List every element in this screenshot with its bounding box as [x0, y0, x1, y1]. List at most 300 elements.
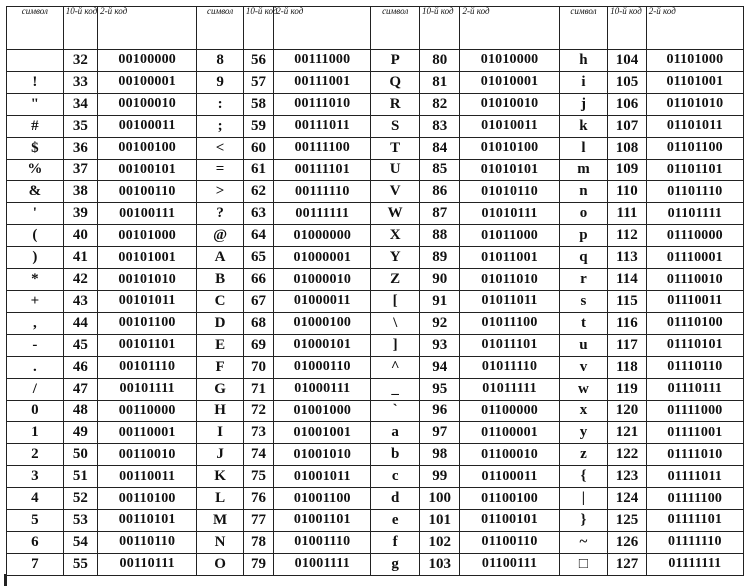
- symbol-cell: F: [197, 356, 244, 378]
- table-row: [7, 71, 744, 93]
- binary-cell: 00100001: [98, 71, 197, 93]
- table-row: [7, 422, 744, 444]
- symbol-cell: W: [371, 203, 420, 225]
- header-decimal: 10-й код: [608, 7, 646, 50]
- decimal-cell: 59: [243, 115, 273, 137]
- symbol-cell: l: [559, 137, 608, 159]
- table-row: [7, 553, 744, 575]
- symbol-cell: /: [7, 378, 64, 400]
- binary-cell: 01000001: [274, 247, 371, 269]
- decimal-cell: 114: [608, 269, 646, 291]
- symbol-cell: c: [371, 466, 420, 488]
- header-binary: 2-й код: [98, 7, 197, 50]
- binary-cell: 01111101: [646, 510, 743, 532]
- header-binary: 2-й код: [460, 7, 559, 50]
- symbol-cell: >: [197, 181, 244, 203]
- decimal-cell: 35: [63, 115, 97, 137]
- binary-cell: 00111011: [274, 115, 371, 137]
- binary-cell: 01001000: [274, 400, 371, 422]
- decimal-cell: 74: [243, 444, 273, 466]
- binary-cell: 01101101: [646, 159, 743, 181]
- symbol-cell: +: [7, 290, 64, 312]
- decimal-cell: 54: [63, 531, 97, 553]
- symbol-cell: d: [371, 488, 420, 510]
- binary-cell: 01011000: [460, 225, 559, 247]
- decimal-cell: 120: [608, 400, 646, 422]
- binary-cell: 01100111: [460, 553, 559, 575]
- decimal-cell: 41: [63, 247, 97, 269]
- symbol-cell: O: [197, 553, 244, 575]
- symbol-cell: ,: [7, 312, 64, 334]
- binary-cell: 01000011: [274, 290, 371, 312]
- symbol-cell: ': [7, 203, 64, 225]
- table-row: [7, 400, 744, 422]
- binary-cell: 01011011: [460, 290, 559, 312]
- decimal-cell: 69: [243, 334, 273, 356]
- table-row: [7, 531, 744, 553]
- symbol-cell: g: [371, 553, 420, 575]
- table-row: [7, 115, 744, 137]
- binary-cell: 01111010: [646, 444, 743, 466]
- decimal-cell: 33: [63, 71, 97, 93]
- header-binary: 2-й код: [274, 7, 371, 50]
- binary-cell: 01111111: [646, 553, 743, 575]
- ascii-code-table: [6, 6, 744, 576]
- symbol-cell: .: [7, 356, 64, 378]
- symbol-cell: =: [197, 159, 244, 181]
- decimal-cell: 72: [243, 400, 273, 422]
- binary-cell: 00110110: [98, 531, 197, 553]
- symbol-cell: q: [559, 247, 608, 269]
- table-row: [7, 50, 744, 72]
- binary-cell: 01001110: [274, 531, 371, 553]
- decimal-cell: 56: [243, 50, 273, 72]
- binary-cell: 01100010: [460, 444, 559, 466]
- symbol-cell: 3: [7, 466, 64, 488]
- symbol-cell: !: [7, 71, 64, 93]
- symbol-cell: &: [7, 181, 64, 203]
- binary-cell: 00100010: [98, 93, 197, 115]
- symbol-cell: 2: [7, 444, 64, 466]
- decimal-cell: 46: [63, 356, 97, 378]
- binary-cell: 01100110: [460, 531, 559, 553]
- decimal-cell: 105: [608, 71, 646, 93]
- table-row: [7, 247, 744, 269]
- binary-cell: 01100011: [460, 466, 559, 488]
- symbol-cell: 0: [7, 400, 64, 422]
- binary-cell: 01011001: [460, 247, 559, 269]
- symbol-cell: 7: [7, 553, 64, 575]
- table-row: [7, 203, 744, 225]
- binary-cell: 01010110: [460, 181, 559, 203]
- decimal-cell: 82: [419, 93, 459, 115]
- binary-cell: 00101001: [98, 247, 197, 269]
- decimal-cell: 124: [608, 488, 646, 510]
- binary-cell: 01001001: [274, 422, 371, 444]
- decimal-cell: 119: [608, 378, 646, 400]
- decimal-cell: 93: [419, 334, 459, 356]
- decimal-cell: 108: [608, 137, 646, 159]
- symbol-cell: b: [371, 444, 420, 466]
- decimal-cell: 112: [608, 225, 646, 247]
- symbol-cell: ?: [197, 203, 244, 225]
- symbol-cell: X: [371, 225, 420, 247]
- binary-cell: 01101111: [646, 203, 743, 225]
- table-row: [7, 159, 744, 181]
- symbol-cell: *: [7, 269, 64, 291]
- header-decimal: 10-й код: [419, 7, 459, 50]
- binary-cell: 00110111: [98, 553, 197, 575]
- binary-cell: 01000010: [274, 269, 371, 291]
- decimal-cell: 121: [608, 422, 646, 444]
- binary-cell: 01111011: [646, 466, 743, 488]
- binary-cell: 00110100: [98, 488, 197, 510]
- decimal-cell: 43: [63, 290, 97, 312]
- symbol-cell: y: [559, 422, 608, 444]
- decimal-cell: 95: [419, 378, 459, 400]
- decimal-cell: 87: [419, 203, 459, 225]
- symbol-cell: i: [559, 71, 608, 93]
- symbol-cell: w: [559, 378, 608, 400]
- table-row: [7, 356, 744, 378]
- symbol-cell: 5: [7, 510, 64, 532]
- decimal-cell: 107: [608, 115, 646, 137]
- decimal-cell: 101: [419, 510, 459, 532]
- symbol-cell: `: [371, 400, 420, 422]
- decimal-cell: 63: [243, 203, 273, 225]
- binary-cell: 01010000: [460, 50, 559, 72]
- symbol-cell: ): [7, 247, 64, 269]
- symbol-cell: t: [559, 312, 608, 334]
- symbol-cell: r: [559, 269, 608, 291]
- decimal-cell: 44: [63, 312, 97, 334]
- table-row: [7, 334, 744, 356]
- symbol-cell: E: [197, 334, 244, 356]
- symbol-cell: U: [371, 159, 420, 181]
- binary-cell: 01101001: [646, 71, 743, 93]
- decimal-cell: 113: [608, 247, 646, 269]
- decimal-cell: 88: [419, 225, 459, 247]
- decimal-cell: 62: [243, 181, 273, 203]
- symbol-cell: p: [559, 225, 608, 247]
- table-row: [7, 510, 744, 532]
- decimal-cell: 57: [243, 71, 273, 93]
- symbol-cell: ]: [371, 334, 420, 356]
- decimal-cell: 80: [419, 50, 459, 72]
- symbol-cell: 4: [7, 488, 64, 510]
- decimal-cell: 70: [243, 356, 273, 378]
- decimal-cell: 115: [608, 290, 646, 312]
- decimal-cell: 36: [63, 137, 97, 159]
- symbol-cell: V: [371, 181, 420, 203]
- binary-cell: 01010011: [460, 115, 559, 137]
- decimal-cell: 37: [63, 159, 97, 181]
- decimal-cell: 38: [63, 181, 97, 203]
- decimal-cell: 96: [419, 400, 459, 422]
- binary-cell: 00101101: [98, 334, 197, 356]
- symbol-cell: o: [559, 203, 608, 225]
- binary-cell: 01101011: [646, 115, 743, 137]
- binary-cell: 00100111: [98, 203, 197, 225]
- symbol-cell: S: [371, 115, 420, 137]
- binary-cell: 00101000: [98, 225, 197, 247]
- symbol-cell: ;: [197, 115, 244, 137]
- decimal-cell: 85: [419, 159, 459, 181]
- decimal-cell: 86: [419, 181, 459, 203]
- decimal-cell: 81: [419, 71, 459, 93]
- decimal-cell: 78: [243, 531, 273, 553]
- decimal-cell: 67: [243, 290, 273, 312]
- decimal-cell: 42: [63, 269, 97, 291]
- symbol-cell: h: [559, 50, 608, 72]
- symbol-cell: k: [559, 115, 608, 137]
- binary-cell: 01000111: [274, 378, 371, 400]
- binary-cell: 01010010: [460, 93, 559, 115]
- binary-cell: 01010001: [460, 71, 559, 93]
- header-decimal: 10-й код: [243, 7, 273, 50]
- binary-cell: 01000101: [274, 334, 371, 356]
- decimal-cell: 92: [419, 312, 459, 334]
- table-row: [7, 290, 744, 312]
- decimal-cell: 94: [419, 356, 459, 378]
- decimal-cell: 116: [608, 312, 646, 334]
- symbol-cell: z: [559, 444, 608, 466]
- table-header-row: [7, 7, 744, 50]
- decimal-cell: 102: [419, 531, 459, 553]
- binary-cell: 01011110: [460, 356, 559, 378]
- symbol-cell: D: [197, 312, 244, 334]
- table-row: [7, 312, 744, 334]
- symbol-cell: a: [371, 422, 420, 444]
- binary-cell: 01100001: [460, 422, 559, 444]
- binary-cell: 01101110: [646, 181, 743, 203]
- decimal-cell: 47: [63, 378, 97, 400]
- decimal-cell: 52: [63, 488, 97, 510]
- decimal-cell: 61: [243, 159, 273, 181]
- symbol-cell: C: [197, 290, 244, 312]
- decimal-cell: 126: [608, 531, 646, 553]
- binary-cell: 00100110: [98, 181, 197, 203]
- table-row: [7, 269, 744, 291]
- header-binary: 2-й код: [646, 7, 743, 50]
- symbol-cell: %: [7, 159, 64, 181]
- binary-cell: 00111100: [274, 137, 371, 159]
- header-decimal: 10-й код: [63, 7, 97, 50]
- symbol-cell: 6: [7, 531, 64, 553]
- symbol-cell: (: [7, 225, 64, 247]
- symbol-cell: Y: [371, 247, 420, 269]
- decimal-cell: 110: [608, 181, 646, 203]
- binary-cell: 01001100: [274, 488, 371, 510]
- binary-cell: 01100100: [460, 488, 559, 510]
- symbol-cell: H: [197, 400, 244, 422]
- binary-cell: 01001011: [274, 466, 371, 488]
- binary-cell: 01010111: [460, 203, 559, 225]
- symbol-cell: A: [197, 247, 244, 269]
- binary-cell: 01001010: [274, 444, 371, 466]
- binary-cell: 00111101: [274, 159, 371, 181]
- symbol-cell: □: [559, 553, 608, 575]
- binary-cell: 00111111: [274, 203, 371, 225]
- symbol-cell: n: [559, 181, 608, 203]
- symbol-cell: M: [197, 510, 244, 532]
- binary-cell: 00110011: [98, 466, 197, 488]
- binary-cell: 01110111: [646, 378, 743, 400]
- binary-cell: 01101000: [646, 50, 743, 72]
- decimal-cell: 118: [608, 356, 646, 378]
- symbol-cell: T: [371, 137, 420, 159]
- binary-cell: 01100101: [460, 510, 559, 532]
- decimal-cell: 90: [419, 269, 459, 291]
- decimal-cell: 49: [63, 422, 97, 444]
- symbol-cell: B: [197, 269, 244, 291]
- binary-cell: 01110011: [646, 290, 743, 312]
- symbol-cell: e: [371, 510, 420, 532]
- decimal-cell: 117: [608, 334, 646, 356]
- table-row: [7, 137, 744, 159]
- decimal-cell: 123: [608, 466, 646, 488]
- table-row: [7, 181, 744, 203]
- symbol-cell: L: [197, 488, 244, 510]
- symbol-cell: K: [197, 466, 244, 488]
- symbol-cell: f: [371, 531, 420, 553]
- decimal-cell: 83: [419, 115, 459, 137]
- symbol-cell: _: [371, 378, 420, 400]
- binary-cell: 00110101: [98, 510, 197, 532]
- decimal-cell: 91: [419, 290, 459, 312]
- symbol-cell: \: [371, 312, 420, 334]
- decimal-cell: 100: [419, 488, 459, 510]
- binary-cell: 01111000: [646, 400, 743, 422]
- symbol-cell: $: [7, 137, 64, 159]
- binary-cell: 01000000: [274, 225, 371, 247]
- decimal-cell: 79: [243, 553, 273, 575]
- symbol-cell: J: [197, 444, 244, 466]
- decimal-cell: 51: [63, 466, 97, 488]
- decimal-cell: 55: [63, 553, 97, 575]
- header-symbol: символ: [197, 7, 244, 50]
- decimal-cell: 125: [608, 510, 646, 532]
- symbol-cell: 8: [197, 50, 244, 72]
- table-row: [7, 466, 744, 488]
- binary-cell: 01110000: [646, 225, 743, 247]
- decimal-cell: 32: [63, 50, 97, 72]
- decimal-cell: 58: [243, 93, 273, 115]
- table-row: [7, 225, 744, 247]
- decimal-cell: 60: [243, 137, 273, 159]
- binary-cell: 01111110: [646, 531, 743, 553]
- decimal-cell: 109: [608, 159, 646, 181]
- symbol-cell: <: [197, 137, 244, 159]
- decimal-cell: 106: [608, 93, 646, 115]
- binary-cell: 01110101: [646, 334, 743, 356]
- binary-cell: 00101100: [98, 312, 197, 334]
- symbol-cell: Z: [371, 269, 420, 291]
- scan-edge-mark: [4, 574, 7, 586]
- decimal-cell: 45: [63, 334, 97, 356]
- binary-cell: 01010100: [460, 137, 559, 159]
- binary-cell: 01110110: [646, 356, 743, 378]
- binary-cell: 00110001: [98, 422, 197, 444]
- decimal-cell: 64: [243, 225, 273, 247]
- decimal-cell: 97: [419, 422, 459, 444]
- decimal-cell: 34: [63, 93, 97, 115]
- decimal-cell: 48: [63, 400, 97, 422]
- symbol-cell: s: [559, 290, 608, 312]
- table-body: [7, 50, 744, 576]
- decimal-cell: 68: [243, 312, 273, 334]
- binary-cell: 00110000: [98, 400, 197, 422]
- symbol-cell: :: [197, 93, 244, 115]
- symbol-cell: u: [559, 334, 608, 356]
- binary-cell: 00111010: [274, 93, 371, 115]
- decimal-cell: 98: [419, 444, 459, 466]
- symbol-cell: Q: [371, 71, 420, 93]
- binary-cell: 00110010: [98, 444, 197, 466]
- binary-cell: 01110100: [646, 312, 743, 334]
- symbol-cell: 9: [197, 71, 244, 93]
- symbol-cell: ^: [371, 356, 420, 378]
- binary-cell: 01111001: [646, 422, 743, 444]
- decimal-cell: 76: [243, 488, 273, 510]
- decimal-cell: 122: [608, 444, 646, 466]
- decimal-cell: 66: [243, 269, 273, 291]
- symbol-cell: ~: [559, 531, 608, 553]
- symbol-cell: ": [7, 93, 64, 115]
- binary-cell: 00100000: [98, 50, 197, 72]
- binary-cell: 01101100: [646, 137, 743, 159]
- binary-cell: 00101111: [98, 378, 197, 400]
- symbol-cell: j: [559, 93, 608, 115]
- binary-cell: 01110010: [646, 269, 743, 291]
- decimal-cell: 73: [243, 422, 273, 444]
- decimal-cell: 99: [419, 466, 459, 488]
- decimal-cell: 40: [63, 225, 97, 247]
- table-row: [7, 444, 744, 466]
- decimal-cell: 104: [608, 50, 646, 72]
- binary-cell: 01001101: [274, 510, 371, 532]
- symbol-cell: 1: [7, 422, 64, 444]
- symbol-cell: #: [7, 115, 64, 137]
- binary-cell: 00100011: [98, 115, 197, 137]
- decimal-cell: 65: [243, 247, 273, 269]
- binary-cell: 00111000: [274, 50, 371, 72]
- binary-cell: 00111001: [274, 71, 371, 93]
- symbol-cell: v: [559, 356, 608, 378]
- binary-cell: 00100101: [98, 159, 197, 181]
- binary-cell: 01110001: [646, 247, 743, 269]
- symbol-cell: N: [197, 531, 244, 553]
- symbol-cell: m: [559, 159, 608, 181]
- symbol-cell: -: [7, 334, 64, 356]
- binary-cell: 00100100: [98, 137, 197, 159]
- decimal-cell: 77: [243, 510, 273, 532]
- binary-cell: 00101011: [98, 290, 197, 312]
- header-symbol: символ: [371, 7, 420, 50]
- binary-cell: 01101010: [646, 93, 743, 115]
- binary-cell: 00101110: [98, 356, 197, 378]
- table-row: [7, 488, 744, 510]
- decimal-cell: 53: [63, 510, 97, 532]
- binary-cell: 01011101: [460, 334, 559, 356]
- decimal-cell: 50: [63, 444, 97, 466]
- decimal-cell: 71: [243, 378, 273, 400]
- decimal-cell: 103: [419, 553, 459, 575]
- symbol-cell: x: [559, 400, 608, 422]
- table-row: [7, 378, 744, 400]
- header-symbol: символ: [559, 7, 608, 50]
- binary-cell: 01011010: [460, 269, 559, 291]
